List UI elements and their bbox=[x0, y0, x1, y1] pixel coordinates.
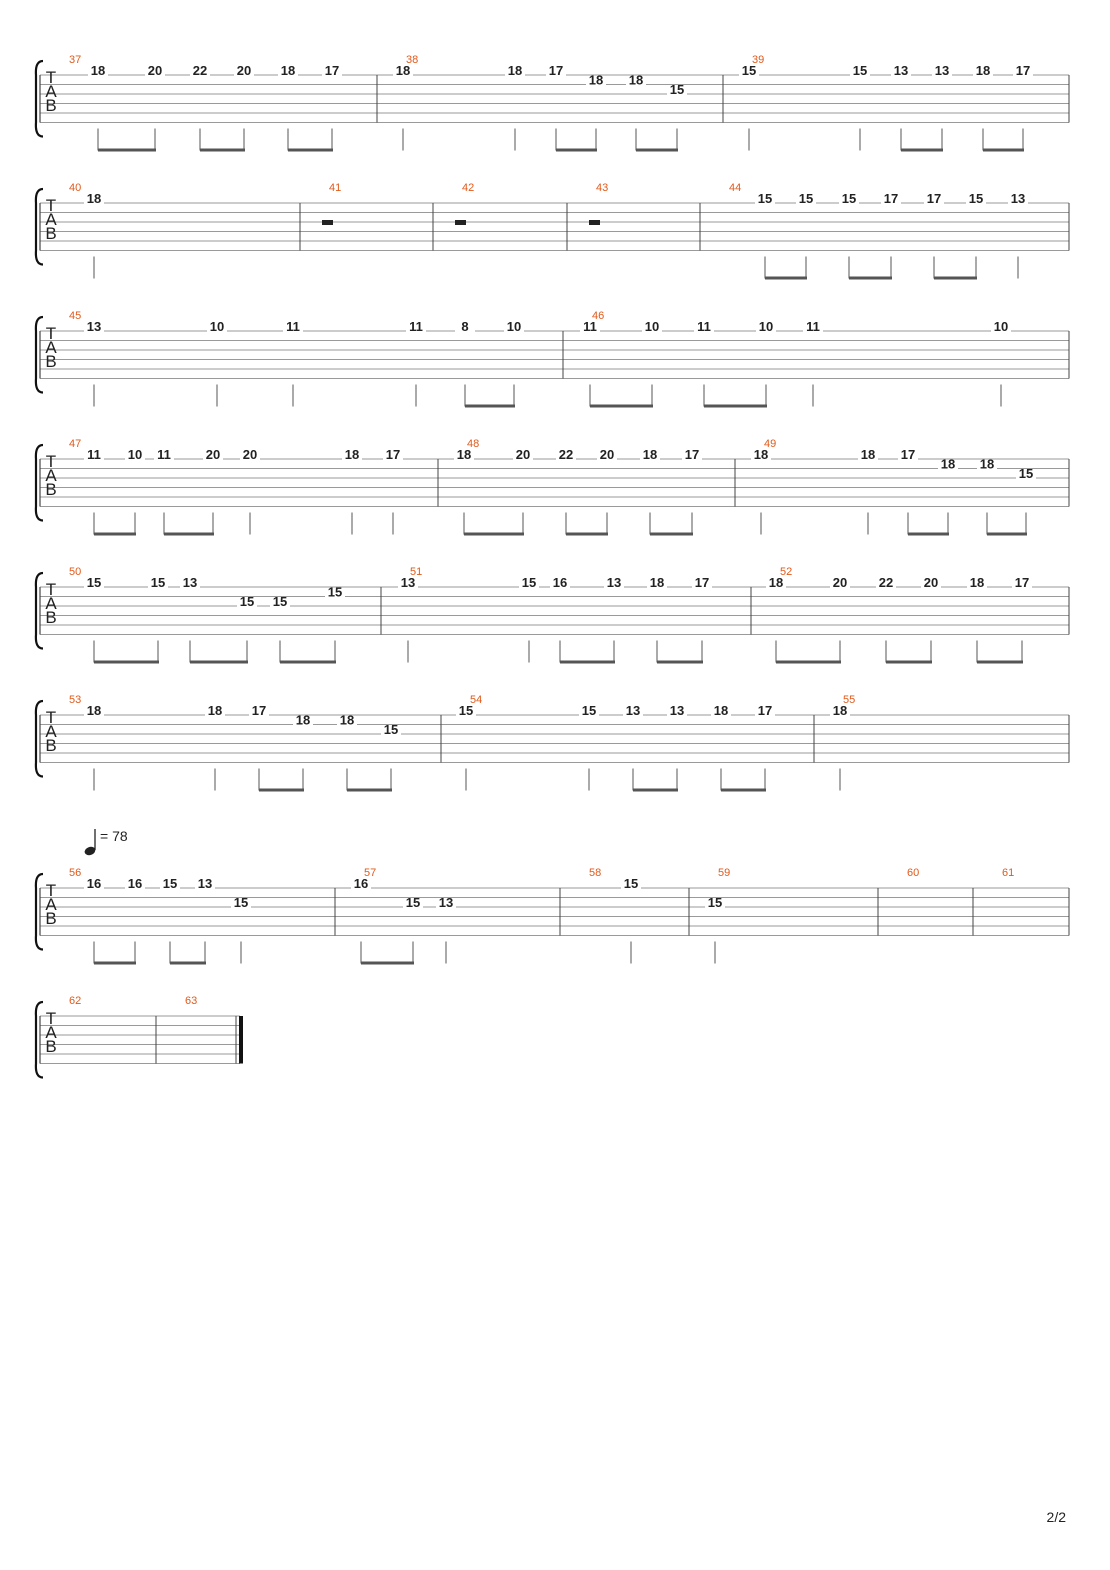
note-beam bbox=[657, 661, 703, 664]
tab-system bbox=[36, 310, 1069, 408]
fret-number: 15 bbox=[239, 594, 255, 609]
fret-number: 18 bbox=[395, 63, 411, 78]
tab-clef-letter: A bbox=[45, 210, 57, 229]
fret-number: 15 bbox=[162, 876, 178, 891]
tab-clef-letter: B bbox=[45, 736, 57, 755]
note-beam bbox=[361, 962, 414, 965]
fret-number: 10 bbox=[644, 319, 660, 334]
note-beam bbox=[633, 789, 678, 792]
note-beam bbox=[934, 277, 977, 280]
rest-symbol bbox=[455, 220, 466, 225]
measure-number: 46 bbox=[592, 310, 605, 322]
tempo-text: = 78 bbox=[100, 828, 128, 844]
fret-number: 17 bbox=[1015, 63, 1031, 78]
fret-number: 18 bbox=[713, 703, 729, 718]
fret-number: 17 bbox=[548, 63, 564, 78]
tab-clef-letter: A bbox=[45, 82, 57, 101]
fret-number: 18 bbox=[979, 456, 995, 472]
fret-number: 15 bbox=[233, 895, 249, 910]
fret-number: 13 bbox=[625, 703, 641, 718]
measure-number: 44 bbox=[729, 182, 742, 194]
fret-number: 20 bbox=[242, 447, 258, 462]
fret-number: 13 bbox=[86, 319, 102, 334]
fret-number: 15 bbox=[757, 191, 773, 206]
tab-clef-letter: T bbox=[45, 1009, 57, 1028]
note-beam bbox=[886, 661, 932, 664]
measure-number: 63 bbox=[185, 995, 198, 1007]
fret-number: 15 bbox=[581, 703, 597, 718]
fret-number: 10 bbox=[127, 447, 143, 462]
tab-clef-letter: T bbox=[45, 580, 57, 599]
fret-number: 18 bbox=[940, 456, 956, 472]
fret-number: 15 bbox=[86, 575, 102, 590]
tab-clef-letter: B bbox=[45, 608, 57, 627]
fret-number: 20 bbox=[147, 63, 163, 78]
note-beam bbox=[465, 405, 515, 408]
tab-clef-letter: B bbox=[45, 1037, 57, 1056]
fret-number: 18 bbox=[832, 703, 848, 718]
measure-number: 38 bbox=[406, 54, 419, 66]
fret-number: 20 bbox=[205, 447, 221, 462]
note-beam bbox=[636, 149, 678, 152]
fret-number: 15 bbox=[150, 575, 166, 590]
fret-number: 18 bbox=[344, 447, 360, 462]
fret-number: 15 bbox=[521, 575, 537, 590]
fret-number: 18 bbox=[768, 575, 784, 590]
measure-number: 51 bbox=[410, 566, 423, 578]
tab-clef-letter: B bbox=[45, 909, 57, 928]
note-beam bbox=[566, 533, 608, 536]
fret-number: 20 bbox=[832, 575, 848, 590]
fret-number: 18 bbox=[860, 447, 876, 462]
fret-number: 17 bbox=[694, 575, 710, 590]
tab-clef-letter: B bbox=[45, 480, 57, 499]
fret-number: 11 bbox=[286, 319, 300, 334]
note-beam bbox=[98, 149, 156, 152]
fret-number: 18 bbox=[86, 191, 102, 206]
page-number: 2/2 bbox=[1046, 1509, 1066, 1525]
fret-number: 15 bbox=[841, 191, 857, 206]
fret-number: 13 bbox=[1010, 191, 1026, 206]
fret-number: 15 bbox=[707, 895, 723, 910]
fret-number: 13 bbox=[934, 63, 950, 78]
note-beam bbox=[650, 533, 693, 536]
fret-number: 18 bbox=[975, 63, 991, 78]
tab-system bbox=[36, 54, 1069, 152]
fret-number: 18 bbox=[456, 447, 472, 462]
fret-number: 15 bbox=[1018, 466, 1034, 481]
tab-system bbox=[36, 694, 1069, 792]
fret-number: 20 bbox=[236, 63, 252, 78]
tab-clef-letter: B bbox=[45, 352, 57, 371]
measure-number: 41 bbox=[329, 182, 342, 194]
measure-number: 62 bbox=[69, 995, 82, 1007]
measure-number: 57 bbox=[364, 867, 377, 879]
measure-number: 50 bbox=[69, 566, 82, 578]
tab-clef-letter: B bbox=[45, 96, 57, 115]
note-beam bbox=[190, 661, 248, 664]
tab-system bbox=[36, 182, 1069, 280]
fret-number: 15 bbox=[272, 594, 288, 609]
tab-clef-letter: A bbox=[45, 895, 57, 914]
note-beam bbox=[164, 533, 214, 536]
measure-number: 60 bbox=[907, 867, 920, 879]
fret-number: 10 bbox=[758, 319, 774, 334]
rest-symbol bbox=[589, 220, 600, 225]
note-beam bbox=[94, 962, 136, 965]
fret-number: 11 bbox=[697, 319, 711, 334]
note-beam bbox=[987, 533, 1027, 536]
tab-clef-letter: A bbox=[45, 722, 57, 741]
measure-number: 55 bbox=[843, 694, 856, 706]
tab-system bbox=[36, 867, 1069, 965]
fret-number: 16 bbox=[353, 876, 369, 891]
fret-number: 11 bbox=[409, 319, 423, 334]
fret-number: 17 bbox=[684, 447, 700, 462]
fret-number: 17 bbox=[883, 191, 899, 206]
tab-clef-letter: T bbox=[45, 68, 57, 87]
fret-number: 18 bbox=[628, 72, 644, 88]
measure-number: 42 bbox=[462, 182, 475, 194]
tab-system bbox=[36, 566, 1069, 664]
fret-number: 17 bbox=[1014, 575, 1030, 590]
rest-symbol bbox=[322, 220, 333, 225]
fret-number: 13 bbox=[669, 703, 685, 718]
fret-number: 11 bbox=[157, 447, 171, 462]
fret-number: 15 bbox=[623, 876, 639, 891]
fret-number: 13 bbox=[606, 575, 622, 590]
fret-number: 11 bbox=[806, 319, 820, 334]
fret-number: 13 bbox=[893, 63, 909, 78]
fret-number: 22 bbox=[192, 63, 208, 78]
measure-number: 52 bbox=[780, 566, 793, 578]
fret-number: 18 bbox=[588, 72, 604, 88]
tab-clef-letter: A bbox=[45, 466, 57, 485]
fret-number: 20 bbox=[923, 575, 939, 590]
fret-number: 17 bbox=[324, 63, 340, 78]
note-beam bbox=[280, 661, 336, 664]
tab-system bbox=[36, 438, 1069, 536]
note-beam bbox=[94, 661, 159, 664]
fret-number: 22 bbox=[878, 575, 894, 590]
fret-number: 15 bbox=[458, 703, 474, 718]
note-beam bbox=[704, 405, 767, 408]
fret-number: 22 bbox=[558, 447, 574, 462]
fret-number: 20 bbox=[599, 447, 615, 462]
measure-number: 43 bbox=[596, 182, 609, 194]
fret-number: 13 bbox=[400, 575, 416, 590]
measure-number: 59 bbox=[718, 867, 731, 879]
note-beam bbox=[765, 277, 807, 280]
note-beam bbox=[908, 533, 949, 536]
tab-clef-letter: T bbox=[45, 708, 57, 727]
note-beam bbox=[347, 789, 392, 792]
note-beam bbox=[560, 661, 615, 664]
fret-number: 15 bbox=[327, 584, 343, 600]
fret-number: 17 bbox=[900, 447, 916, 462]
measure-number: 58 bbox=[589, 867, 602, 879]
note-beam bbox=[849, 277, 892, 280]
measure-number: 61 bbox=[1002, 867, 1015, 879]
tab-system bbox=[36, 995, 243, 1078]
note-beam bbox=[94, 533, 136, 536]
fret-number: 18 bbox=[969, 575, 985, 590]
note-beam bbox=[590, 405, 653, 408]
measure-number: 49 bbox=[764, 438, 777, 450]
note-beam bbox=[259, 789, 304, 792]
fret-number: 16 bbox=[127, 876, 143, 891]
fret-number: 15 bbox=[383, 722, 399, 737]
measure-number: 56 bbox=[69, 867, 82, 879]
fret-number: 17 bbox=[757, 703, 773, 718]
measure-number: 48 bbox=[467, 438, 480, 450]
fret-number: 18 bbox=[753, 447, 769, 462]
note-beam bbox=[170, 962, 206, 965]
fret-number: 15 bbox=[798, 191, 814, 206]
tab-clef-letter: T bbox=[45, 196, 57, 215]
fret-number: 10 bbox=[506, 319, 522, 334]
tab-clef-letter: T bbox=[45, 452, 57, 471]
fret-number: 17 bbox=[385, 447, 401, 462]
fret-number: 18 bbox=[86, 703, 102, 718]
note-beam bbox=[200, 149, 245, 152]
fret-number: 15 bbox=[852, 63, 868, 78]
tab-clef-letter: A bbox=[45, 338, 57, 357]
note-beam bbox=[977, 661, 1023, 664]
note-beam bbox=[901, 149, 943, 152]
fret-number: 18 bbox=[642, 447, 658, 462]
fret-number: 18 bbox=[507, 63, 523, 78]
final-barline-thick bbox=[239, 1016, 243, 1064]
fret-number: 18 bbox=[90, 63, 106, 78]
measure-number: 45 bbox=[69, 310, 82, 322]
fret-number: 18 bbox=[207, 703, 223, 718]
fret-number: 11 bbox=[583, 319, 597, 334]
fret-number: 18 bbox=[295, 712, 311, 728]
fret-number: 17 bbox=[926, 191, 942, 206]
measure-number: 53 bbox=[69, 694, 82, 706]
tab-clef-letter: A bbox=[45, 594, 57, 613]
note-beam bbox=[983, 149, 1024, 152]
tempo-marking bbox=[83, 828, 127, 857]
tab-clef-letter: T bbox=[45, 324, 57, 343]
note-beam bbox=[464, 533, 524, 536]
measure-number: 39 bbox=[752, 54, 765, 66]
fret-number: 18 bbox=[339, 712, 355, 728]
fret-number: 11 bbox=[87, 447, 101, 462]
tab-clef-letter: T bbox=[45, 881, 57, 900]
fret-number: 13 bbox=[438, 895, 454, 910]
tab-clef-letter: B bbox=[45, 224, 57, 243]
note-beam bbox=[721, 789, 766, 792]
note-beam bbox=[288, 149, 333, 152]
measure-number: 54 bbox=[470, 694, 483, 706]
fret-number: 18 bbox=[280, 63, 296, 78]
fret-number: 16 bbox=[86, 876, 102, 891]
note-beam bbox=[556, 149, 597, 152]
fret-number: 8 bbox=[461, 319, 469, 334]
fret-number: 10 bbox=[209, 319, 225, 334]
fret-number: 13 bbox=[182, 575, 198, 590]
measure-number: 37 bbox=[69, 54, 82, 66]
note-beam bbox=[776, 661, 841, 664]
fret-number: 15 bbox=[405, 895, 421, 910]
fret-number: 10 bbox=[993, 319, 1009, 334]
tab-clef-letter: A bbox=[45, 1023, 57, 1042]
measure-number: 40 bbox=[69, 182, 82, 194]
fret-number: 20 bbox=[515, 447, 531, 462]
fret-number: 17 bbox=[251, 703, 267, 718]
fret-number: 13 bbox=[197, 876, 213, 891]
fret-number: 15 bbox=[968, 191, 984, 206]
measure-number: 47 bbox=[69, 438, 82, 450]
fret-number: 16 bbox=[552, 575, 568, 590]
fret-number: 15 bbox=[741, 63, 757, 78]
fret-number: 15 bbox=[669, 82, 685, 97]
fret-number: 18 bbox=[649, 575, 665, 590]
